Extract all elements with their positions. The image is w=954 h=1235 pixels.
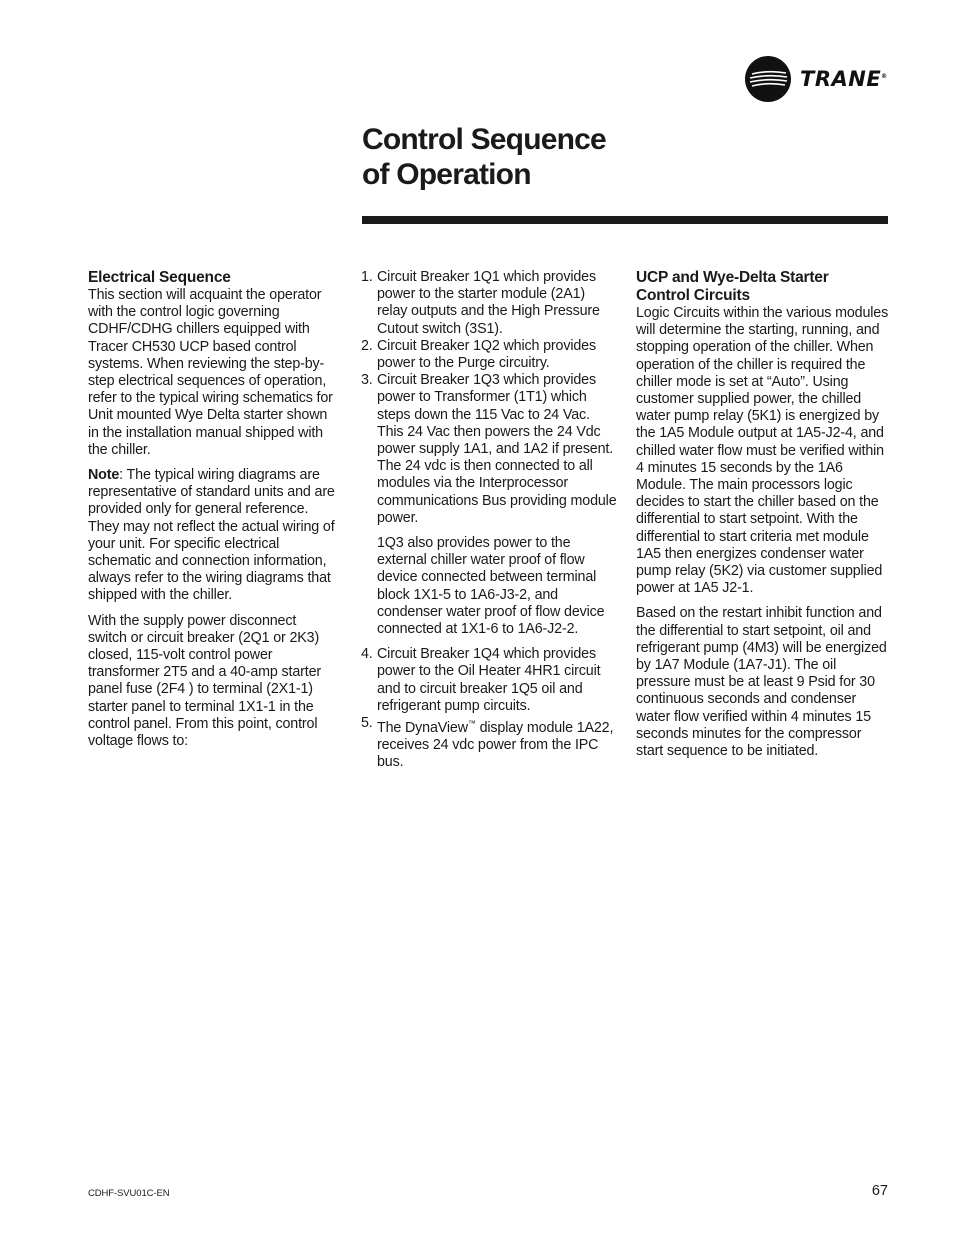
note-text: : The typical wiring diagrams are representative of standard units and are provided only for general reference. They may not reflect the actual wiring of your unit. For specific electrical schematic and connection information, always refer to the wiring diagrams that shipped with the chiller. — [88, 467, 335, 604]
list-item: 3. Circuit Breaker 1Q3 which provides power to Transformer (1T1) which steps down the 115 Vac to 24 Vac. This 24 Vac then powers the 24 Vdc power supply 1A1, and 1A2 if present. The 24 vdc is then connected to all modules via the Interprocessor communications Bus providing module power. 1Q3 also provides power to the external chiller water proof of flow device connected between terminal block 1X1-5 to 1A6-J3-2, and condenser water proof of flow device connected at 1X1-6 to 1A6-J2-2. — [361, 372, 617, 638]
list-item: 4. Circuit Breaker 1Q4 which provides power to the Oil Heater 4HR1 circuit and to circuit breaker 1Q5 oil and refrigerant pump circuits. — [361, 646, 601, 714]
document-code: CDHF-SVU01C-EN — [88, 1188, 170, 1199]
restart-paragraph: Based on the restart inhibit function and the differential to start setpoint, oil and refrigerant pump (4M3) will be energized by 1A7 Module (1A7-J1). The oil pressure must be at least 9 Psid for 30 continuous seconds and condenser water flow verified within 4 minutes 15 seconds minutes for the compressor start sequence to be initiated. — [636, 605, 887, 760]
column-ucp-wye-delta — [636, 269, 890, 768]
brand-name: TRANE® — [800, 67, 888, 91]
list-item: 2. Circuit Breaker 1Q2 which provides power to the Purge circuitry. — [361, 337, 596, 372]
column-circuit-list — [361, 269, 617, 771]
list-item: 5. The DynaView™ display module 1A22, receives 24 vdc power from the IPC bus. — [361, 715, 614, 771]
logic-paragraph: Logic Circuits within the various modules will determine the starting, running, and stopping operation of the chiller. When operation of the chiller is required the chiller mode is set at “Auto”. Using customer supplied power, the chilled water pump relay (5K1) is energized by the 1A5 Module output at 1A5-J2-4, and chilled water flow must be verified within 4 minutes 15 seconds by the 1A6 Module. The main processors logic decides to start the chiller based on the differential to start setpoint. With the differential to start criteria met module 1A5 then energizes condenser water pump relay (5K2) via customer supplied power at 1A5 J2-1. — [636, 305, 889, 597]
list-item: 1. Circuit Breaker 1Q1 which provides power to the starter module (2A1) relay outputs and the High Pressure Cutout switch (3S1). — [361, 269, 600, 337]
section-heading: Electrical Sequence — [88, 269, 231, 286]
list-item-continuation: 1Q3 also provides power to the external chiller water proof of flow device connected between terminal block 1X1-5 to 1A6-J3-2, and condenser water proof of flow device connected at 1X1-6 to 1A6-J2-2. — [377, 535, 605, 638]
column-electrical-sequence — [88, 269, 338, 758]
page-number: 67 — [871, 1183, 888, 1199]
title-rule — [362, 216, 888, 224]
intro-paragraph: This section will acquaint the operator with the control logic governing CDHF/CDHG chillers equipped with Tracer CH530 UCP based control systems. When reviewing the step-by-step electrical sequences of operation, refer to the typical wiring schematics for Unit mounted Wye Delta starter shown in the installation manual shipped with the chiller. — [88, 287, 333, 458]
page-title — [362, 122, 606, 192]
trane-globe-icon — [744, 55, 792, 103]
circuit-breaker-list — [361, 269, 617, 771]
note-label: Note — [88, 467, 120, 484]
note-paragraph — [88, 467, 338, 605]
supply-paragraph: With the supply power disconnect switch or circuit breaker (2Q1 or 2K3) closed, 115-volt control power transformer 2T5 and a 40-amp starter panel fuse (2F4 ) to terminal (2X1-1) starter panel to terminal 1X1-1 in the control panel. From this point, control voltage flows to: — [88, 612, 321, 750]
trane-logo — [744, 54, 888, 104]
title-line-1: Control Sequence — [362, 123, 606, 156]
section-heading: UCP and Wye-Delta Starter Control Circuits — [636, 269, 829, 304]
title-line-2: of Operation — [362, 158, 531, 191]
